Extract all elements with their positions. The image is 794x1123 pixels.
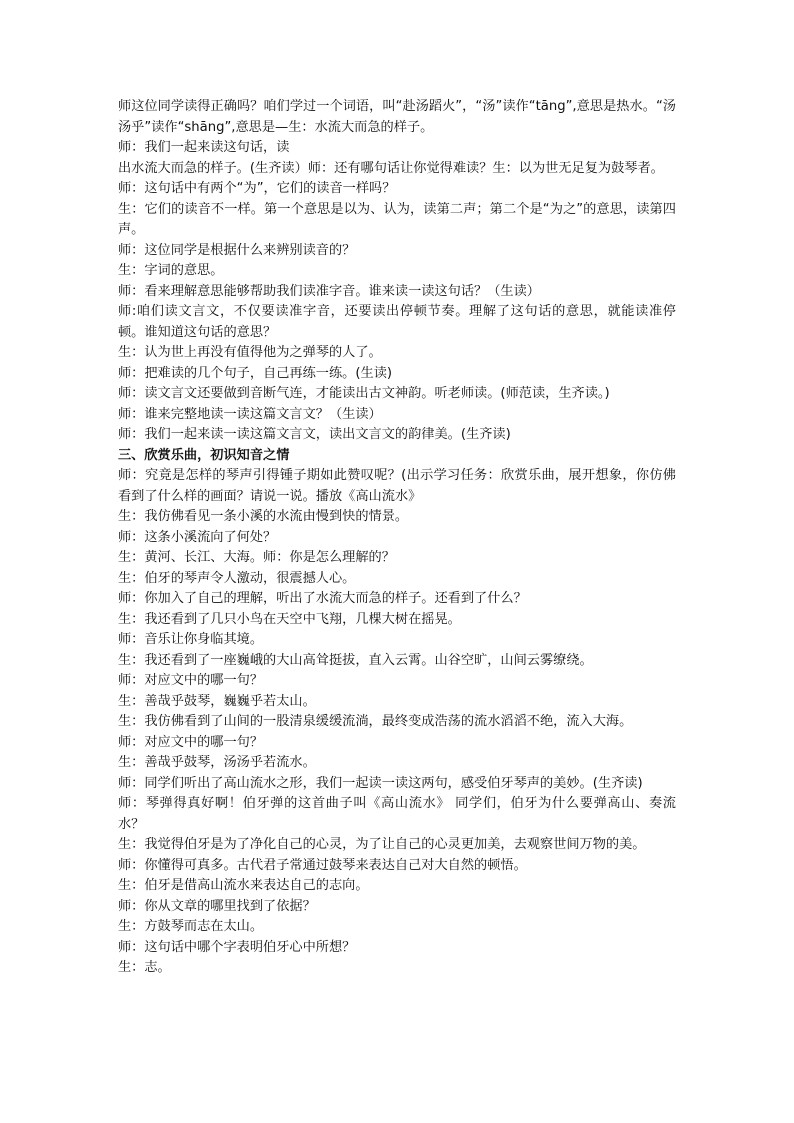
paragraph: 生：伯牙是借高山流水来表达自己的志向。 — [118, 878, 369, 893]
paragraph: 师：究竟是怎样的琴声引得锺子期如此赞叹呢？(出示学习任务：欣赏乐曲，展开想象，你仿佛看到了什么样的画面？请说一说。播放《高山流水》 — [118, 468, 676, 504]
document-page — [118, 97, 676, 979]
paragraph: 生：我觉得伯牙是为了净化自己的心灵，为了让自己的心灵更加美，去观察世间万物的美。 — [118, 837, 646, 852]
paragraph: 生：方鼓琴而志在太山。 — [118, 919, 264, 934]
paragraph: 生：字词的意思。 — [118, 263, 224, 278]
paragraph: 出水流大而急的样子。(生齐读）师：还有哪句话让你觉得难读？生：以为世无足复为鼓琴者。 — [118, 160, 664, 176]
paragraph: 生：我仿佛看见一条小溪的水流由慢到快的情景。 — [118, 509, 409, 524]
paragraph: 生：善哉乎鼓琴，巍巍乎若太山。 — [118, 693, 316, 709]
section-heading: 三、欣赏乐曲，初识知音之情 — [118, 447, 290, 463]
paragraph: 师：我们一起来读一读这篇文言文，读出文言文的韵律美。(生齐读) — [118, 427, 511, 442]
paragraph: 师：对应文中的哪一句？ — [118, 734, 264, 750]
paragraph: 师：看来理解意思能够帮助我们读准字音。谁来读一读这句话？（生读） — [118, 283, 540, 299]
paragraph: 师：琴弹得真好啊！伯牙弹的这首曲子叫《高山流水》 同学们，伯牙为什么要弹高山、奏流水？ — [118, 796, 676, 832]
paragraph: 生：我还看到了一座巍峨的大山高耸挺拔，直入云霄。山谷空旷，山间云雾缭绕。 — [118, 652, 593, 668]
paragraph: 师：读文言文还要做到音断气连，才能读出古文神韵。听老师读。(师范读，生齐读。) — [118, 386, 610, 401]
paragraph: 师：这条小溪流向了何处？ — [118, 529, 277, 545]
paragraph: 师：这句话中哪个字表明伯牙心中所想？ — [118, 939, 356, 955]
paragraph: 师这位同学读得正确吗？咱们学过一个词语，叫“赴汤蹈火”，“汤”读作“tāng”,意思是热水。“汤汤乎”读作“shāng”,意思是—生：水流大而急的样子。 — [118, 99, 676, 135]
paragraph: 师:咱们读文言文，不仅要读准字音，还要读出停顿节奏。理解了这句话的意思，就能读准停顿。谁知道这句话的意思？ — [118, 304, 676, 340]
paragraph: 生：它们的读音不一样。第一个意思是以为、认为，读第二声；第二个是“为之”的意思，读第四声。 — [118, 201, 676, 237]
paragraph: 师：音乐让你身临其境。 — [118, 632, 264, 647]
paragraph: 师：这句话中有两个“为”，它们的读音一样吗？ — [118, 181, 396, 196]
paragraph: 生：认为世上再没有值得他为之弹琴的人了。 — [118, 345, 382, 360]
paragraph: 师：同学们听出了高山流水之形，我们一起读一读这两句，感受伯牙琴声的美妙。(生齐读) — [118, 775, 643, 791]
paragraph: 师：对应文中的哪一句？ — [118, 673, 264, 688]
paragraph: 生：黄河、长江、大海。师：你是怎么理解的？ — [118, 550, 395, 565]
paragraph: 师：谁来完整地读一读这篇文言文？（生读） — [118, 406, 382, 422]
paragraph: 师：我们一起来读这句话，读 — [118, 140, 290, 155]
paragraph: 师：这位同学是根据什么来辨别读音的？ — [118, 242, 356, 258]
paragraph: 师：你从文章的哪里找到了依据？ — [118, 898, 316, 914]
paragraph: 生：志。 — [118, 960, 171, 975]
paragraph: 生：善哉乎鼓琴，汤汤乎若流水。 — [118, 755, 316, 770]
paragraph: 师：把难读的几个句子，自己再练一练。(生读) — [118, 365, 393, 381]
paragraph: 生：我仿佛看到了山间的一股清泉缓缓流淌，最终变成浩荡的流水滔滔不绝，流入大海。 — [118, 714, 633, 729]
paragraph: 师：你懂得可真多。古代君子常通过鼓琴来表达自己对大自然的顿悟。 — [118, 857, 527, 873]
paragraph: 师：你加入了自己的理解，听出了水流大而急的样子。还看到了什么？ — [118, 591, 527, 606]
paragraph: 生：伯牙的琴声令人激动，很震撼人心。 — [118, 570, 356, 586]
paragraph: 生：我还看到了几只小鸟在天空中飞翔，几棵大树在摇晃。 — [118, 611, 461, 627]
